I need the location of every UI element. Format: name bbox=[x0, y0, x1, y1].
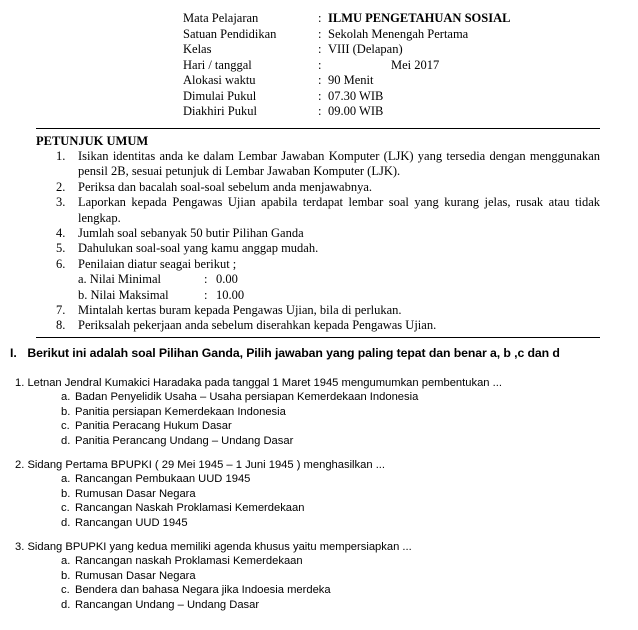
question-item bbox=[15, 458, 615, 530]
info-colon: : bbox=[318, 57, 322, 72]
instruction-text: Jumlah soal sebanyak 50 butir Pilihan Ganda bbox=[78, 226, 304, 241]
info-colon: : bbox=[318, 88, 322, 103]
score-min-row bbox=[36, 272, 600, 287]
option-letter: a. bbox=[61, 555, 71, 568]
instruction-item bbox=[36, 303, 600, 318]
instructions-list bbox=[36, 149, 600, 334]
question-list bbox=[15, 376, 615, 622]
info-label: Mata Pelajaran bbox=[183, 11, 259, 25]
answer-option bbox=[15, 390, 615, 404]
option-text: Panitia Peracang Hukum Dasar bbox=[75, 420, 232, 433]
question-text: 1. Letnan Jendral Kumakici Haradaka pada tanggal 1 Maret 1945 mengumumkan pembentukan ... bbox=[15, 377, 502, 389]
instruction-item bbox=[36, 241, 600, 256]
info-label: Dimulai Pukul bbox=[183, 88, 257, 103]
option-text: Panitia persiapan Kemerdekaan Indonesia bbox=[75, 405, 286, 418]
option-letter: a. bbox=[61, 473, 71, 486]
instruction-text: Mintalah kertas buram kepada Pengawas Ujian, bila di perlukan. bbox=[78, 303, 402, 318]
section-heading bbox=[10, 346, 560, 360]
option-letter: b. bbox=[61, 487, 71, 500]
instruction-number: 1. bbox=[56, 149, 66, 163]
info-label: Alokasi waktu bbox=[183, 73, 256, 87]
option-text: Rancangan Pembukaan UUD 1945 bbox=[75, 473, 251, 486]
instruction-number: 4. bbox=[56, 226, 66, 241]
instruction-text: Laporkan kepada Pengawas Ujian apabila terdapat lembar soal yang kurang jelas, rusak atau tidak lengkap. bbox=[78, 195, 600, 225]
option-text: Rancangan Naskah Proklamasi Kemerdekaan bbox=[75, 502, 305, 515]
option-letter: c. bbox=[61, 584, 70, 597]
answer-option bbox=[15, 501, 615, 515]
option-text: Badan Penyelidik Usaha – Usaha persiapan Kemerdekaan Indonesia bbox=[75, 391, 419, 404]
score-value: 0.00 bbox=[216, 272, 238, 287]
option-letter: b. bbox=[61, 569, 71, 582]
divider-middle bbox=[36, 337, 600, 338]
option-letter: c. bbox=[61, 420, 70, 433]
info-colon: : bbox=[318, 11, 322, 25]
option-text: Rancangan Undang – Undang Dasar bbox=[75, 598, 260, 611]
option-text: Rancangan naskah Proklamasi Kemerdekaan bbox=[75, 555, 303, 568]
answer-option bbox=[15, 598, 615, 612]
score-colon: : bbox=[204, 287, 208, 302]
instruction-text: Isikan identitas anda ke dalam Lembar Jawaban Komputer (LJK) yang tersedia dengan menggunakan pensil 2B, sesuai petunjuk di Lembar Jawaban Komputer (LJK). bbox=[78, 149, 600, 179]
info-label: Diakhiri Pukul bbox=[183, 104, 257, 118]
instruction-item bbox=[36, 318, 600, 333]
info-label: Hari / tanggal bbox=[183, 57, 252, 72]
question-text: 3. Sidang BPUPKI yang kedua memiliki agenda khusus yaitu mempersiapkan ... bbox=[15, 541, 412, 554]
score-label: b. Nilai Maksimal bbox=[78, 287, 169, 302]
option-letter: c. bbox=[61, 502, 70, 515]
answer-option bbox=[15, 487, 615, 501]
instruction-item bbox=[36, 195, 600, 226]
info-value-subject: ILMU PENGETAHUAN SOSIAL bbox=[328, 11, 511, 25]
section-number: I. bbox=[10, 346, 17, 360]
option-letter: a. bbox=[61, 391, 71, 404]
info-colon: : bbox=[318, 26, 322, 41]
instructions-title: PETUNJUK UMUM bbox=[36, 134, 149, 148]
divider-top bbox=[36, 128, 600, 129]
info-colon: : bbox=[318, 73, 322, 87]
instruction-number: 8. bbox=[56, 318, 66, 333]
option-letter: d. bbox=[61, 598, 71, 611]
option-letter: d. bbox=[61, 434, 71, 447]
info-value-start: 07.30 WIB bbox=[328, 88, 384, 103]
score-max-row bbox=[36, 288, 600, 303]
score-value: 10.00 bbox=[216, 287, 245, 302]
instruction-number: 2. bbox=[56, 179, 66, 194]
option-letter: d. bbox=[61, 516, 71, 529]
option-letter: b. bbox=[61, 405, 71, 418]
instruction-item bbox=[36, 149, 600, 180]
option-text: Rumusan Dasar Negara bbox=[75, 569, 196, 582]
section-title: Berikut ini adalah soal Pilihan Ganda, Pilih jawaban yang paling tepat dan benar a, b ,c dan d bbox=[27, 346, 560, 360]
instruction-number: 3. bbox=[56, 195, 66, 210]
info-colon: : bbox=[318, 42, 322, 56]
option-text: Panitia Perancang Undang – Undang Dasar bbox=[75, 434, 294, 447]
info-label: Kelas bbox=[183, 42, 212, 56]
instruction-text: Dahulukan soal-soal yang kamu anggap mudah. bbox=[78, 241, 319, 256]
info-value-class: VIII (Delapan) bbox=[328, 42, 403, 56]
info-value-date: Mei 2017 bbox=[391, 57, 440, 72]
info-colon: : bbox=[318, 104, 322, 118]
option-text: Bendera dan bahasa Negara jika Indoesia merdeka bbox=[75, 584, 331, 597]
question-item bbox=[15, 376, 615, 448]
instruction-text: Periksalah pekerjaan anda sebelum diserahkan kepada Pengawas Ujian. bbox=[78, 318, 437, 333]
instruction-item bbox=[36, 257, 600, 272]
instruction-number: 6. bbox=[56, 256, 66, 271]
answer-option bbox=[15, 554, 615, 568]
option-text: Rumusan Dasar Negara bbox=[75, 487, 196, 500]
question-item bbox=[15, 540, 615, 612]
info-label: Satuan Pendidikan bbox=[183, 26, 277, 41]
answer-option bbox=[15, 583, 615, 597]
option-text: Rancangan UUD 1945 bbox=[75, 516, 188, 529]
answer-option bbox=[15, 419, 615, 433]
instruction-text: Penilaian diatur seagai berikut ; bbox=[78, 256, 237, 271]
info-value-duration: 90 Menit bbox=[328, 73, 374, 87]
instruction-item bbox=[36, 180, 600, 195]
score-colon: : bbox=[204, 272, 208, 287]
info-value-end: 09.00 WIB bbox=[328, 104, 384, 118]
question-text: 2. Sidang Pertama BPUPKI ( 29 Mei 1945 – 1 Juni 1945 ) menghasilkan ... bbox=[15, 459, 386, 472]
answer-option bbox=[15, 472, 615, 486]
instruction-number: 7. bbox=[56, 303, 66, 318]
instruction-text: Periksa dan bacalah soal-soal sebelum anda menjawabnya. bbox=[78, 179, 372, 194]
answer-option bbox=[15, 516, 615, 530]
answer-option bbox=[15, 405, 615, 419]
score-label: a. Nilai Minimal bbox=[78, 272, 161, 287]
instruction-item bbox=[36, 226, 600, 241]
answer-option bbox=[15, 434, 615, 448]
info-value-school: Sekolah Menengah Pertama bbox=[328, 26, 469, 41]
instruction-number: 5. bbox=[56, 241, 66, 256]
answer-option bbox=[15, 569, 615, 583]
